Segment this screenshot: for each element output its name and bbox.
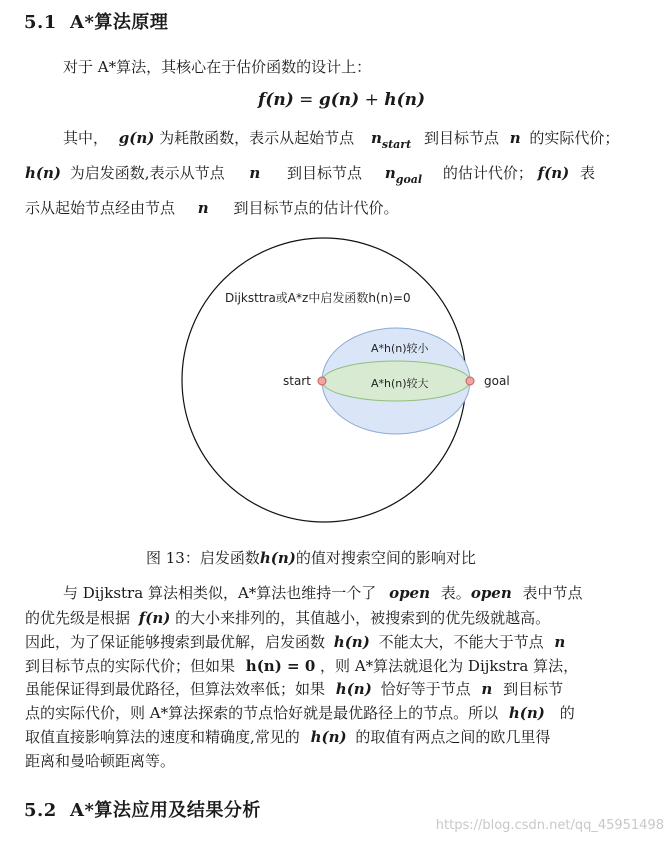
- figure-caption: 图 13：启发函数h(n)的值对搜索空间的影响对比: [146, 549, 476, 567]
- intro-text: 对于 A*算法，其核心在于估价函数的设计上：: [63, 58, 372, 76]
- formula: f(n) = g(n) + h(n): [258, 90, 426, 110]
- para2-line4: 到目标节点的实际代价；但如果 h(n) = 0 ，则 A*算法就退化为 Dijkstra 算法，: [25, 657, 579, 675]
- para1-line2: h(n) 为启发函数,表示从节点 n 到目标节点 $n_{goal}$ 的估计代价； f(n) 表: [25, 164, 596, 186]
- section-number: 5.2: [24, 800, 57, 821]
- start-label: start: [283, 374, 311, 388]
- start-node: [318, 377, 326, 385]
- watermark-text: https://blog.csdn.net/qq_45951498: [435, 818, 664, 833]
- para2-line1: 与 Dijkstra 算法相类似，A*算法也维持一个了 open 表。open 表中节点: [63, 584, 583, 602]
- outer-label: Dijksttra或A*z中启发函数h(n)=0: [225, 291, 411, 305]
- blue-ellipse-label: A*h(n)较小: [371, 342, 429, 355]
- para2-line6: 点的实际代价，则 A*算法探索的节点恰好就是最优路径上的节点。所以 h(n) 的: [25, 704, 575, 722]
- para2-line5: 虽能保证得到最优路径，但算法效率低；如果 h(n) 恰好等于节点 n 到目标节: [25, 680, 564, 698]
- section-number: 5.1: [24, 12, 57, 33]
- goal-node: [466, 377, 474, 385]
- section-heading-5-2: [24, 796, 261, 822]
- para2-line2: 的优先级是根据 f(n) 的大小来排列的，其值越小，被搜索到的优先级就越高。: [25, 609, 551, 627]
- para2-line8: 距离和曼哈顿距离等。: [25, 752, 176, 770]
- para2-line3: 因此，为了保证能够搜索到最优解，启发函数 h(n) 不能太大，不能大于节点 n: [25, 633, 566, 651]
- section-title: A*算法原理: [70, 12, 169, 33]
- para1-line3: 示从起始节点经由节点 n 到目标节点的估计代价。: [25, 199, 399, 217]
- search-space-diagram: [0, 230, 672, 540]
- goal-label: goal: [484, 374, 510, 388]
- para2-line7: 取值直接影响算法的速度和精确度,常见的 h(n) 的取值有两点之间的欧几里得: [25, 728, 551, 746]
- para1-line1: 其中， g(n) 为耗散函数，表示从起始节点 $n_{start}$ 到目标节点 n 的实际代价；: [63, 129, 620, 151]
- green-ellipse-label: A*h(n)较大: [371, 377, 429, 390]
- section-heading-5-1: [24, 8, 168, 34]
- section-title: A*算法应用及结果分析: [70, 800, 261, 821]
